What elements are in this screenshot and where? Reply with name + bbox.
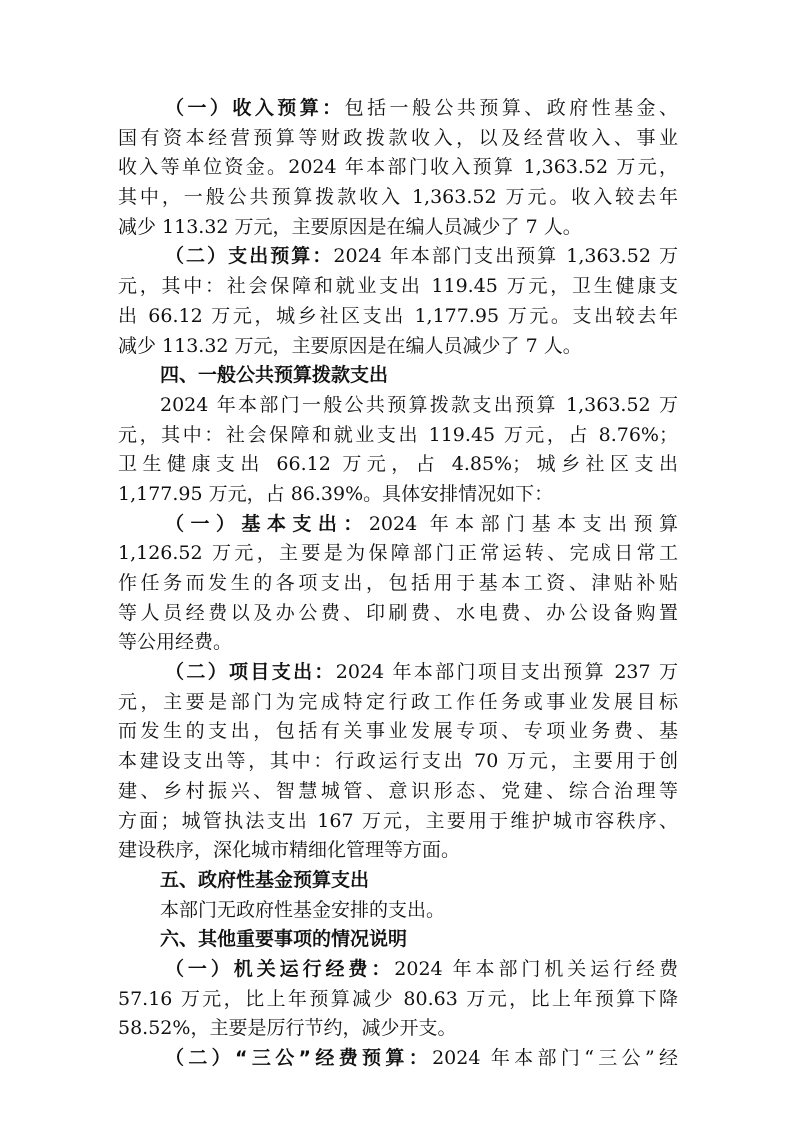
line-text: 国有资本经营预算等财政拨款收入，以及经营收入、事业 <box>118 126 678 149</box>
line-text: 本部门无政府性基金安排的支出。 <box>160 898 446 921</box>
document-page <box>118 94 678 1074</box>
paragraph-line <box>118 332 678 362</box>
paragraph-line <box>118 807 678 837</box>
paragraph-line <box>118 480 678 510</box>
section-heading: （一）收入预算： <box>165 97 345 119</box>
paragraph-line <box>118 539 678 569</box>
paragraph-line <box>118 94 678 124</box>
line-text: 减少 113.32 万元，主要原因是在编人员减少了 7 人。 <box>118 215 582 238</box>
paragraph-line <box>118 421 678 451</box>
line-text: 卫生健康支出 66.12 万元，占 4.85%；城乡社区支出 <box>118 453 678 476</box>
section-heading: （一）机关运行经费： <box>165 957 395 980</box>
paragraph-line <box>118 777 678 807</box>
paragraph-line <box>118 213 678 243</box>
paragraph-line <box>118 836 678 866</box>
line-text: 建设秩序，深化城市精细化管理等方面。 <box>118 839 461 862</box>
paragraph-line <box>118 985 678 1015</box>
section-heading: （二）支出预算： <box>165 245 334 268</box>
line-text: 元，其中：社会保障和就业支出 119.45 万元，卫生健康支 <box>118 275 678 298</box>
paragraph-line <box>118 569 678 599</box>
line-text: 2024 年本部门“三公”经 <box>432 1047 678 1069</box>
paragraph-line <box>118 1014 678 1044</box>
section-title-line <box>118 925 678 955</box>
line-text: 等公用经费。 <box>118 631 233 654</box>
line-text: 2024 年本部门项目支出预算 237 万 <box>335 661 678 684</box>
paragraph-line <box>118 510 678 540</box>
paragraph-line <box>118 124 678 154</box>
line-text: 1,177.95 万元，占 86.39%。具体安排情况如下： <box>118 482 554 505</box>
section-heading: 五、政府性基金预算支出 <box>160 868 370 891</box>
paragraph-line <box>118 272 678 302</box>
line-text: 出 66.12 万元，城乡社区支出 1,177.95 万元。支出较去年 <box>118 304 678 327</box>
line-text: 57.16 万元，比上年预算减少 80.63 万元，比上年预算下降 <box>118 987 678 1010</box>
line-text: 建、乡村振兴、智慧城管、意识形态、党建、综合治理等 <box>118 779 678 802</box>
paragraph-line <box>118 896 678 926</box>
line-text: 减少 113.32 万元，主要原因是在编人员减少了 7 人。 <box>118 334 582 357</box>
line-text: 2024 年本部门支出预算 1,363.52 万 <box>333 245 678 268</box>
line-text: 2024 年本部门一般公共预算拨款支出预算 1,363.52 万 <box>160 393 678 416</box>
paragraph-line <box>118 658 678 688</box>
paragraph-line <box>118 183 678 213</box>
line-text: 2024 年本部门机关运行经费 <box>394 957 678 980</box>
line-text: 2024 年本部门基本支出预算 <box>368 512 678 535</box>
line-text: 收入等单位资金。2024 年本部门收入预算 1,363.52 万元， <box>118 156 678 179</box>
line-text: 本建设支出等，其中：行政运行支出 70 万元，主要用于创 <box>118 750 678 773</box>
paragraph-line <box>118 242 678 272</box>
paragraph-line <box>118 153 678 183</box>
paragraph-line <box>118 955 678 985</box>
line-text: 等人员经费以及办公费、印刷费、水电费、办公设备购置 <box>118 601 678 624</box>
paragraph-line <box>118 391 678 421</box>
paragraph-line <box>118 599 678 629</box>
section-heading: （二）“三公”经费预算： <box>165 1047 433 1069</box>
line-text: 作任务而发生的各项支出，包括用于基本工资、津贴补贴 <box>118 572 678 594</box>
line-text: 1,126.52 万元，主要是为保障部门正常运转、完成日常工 <box>118 542 678 565</box>
paragraph-line <box>118 688 678 718</box>
line-text: 而发生的支出，包括有关事业发展专项、专项业务费、基 <box>118 720 678 743</box>
section-title-line <box>118 361 678 391</box>
paragraph-line <box>118 302 678 332</box>
line-text: 元，其中：社会保障和就业支出 119.45 万元，占 8.76%； <box>118 423 678 446</box>
line-text: 包括一般公共预算、政府性基金、 <box>344 97 678 119</box>
line-text: 其中，一般公共预算拨款收入 1,363.52 万元。收入较去年 <box>118 186 678 209</box>
line-text: 元，主要是部门为完成特定行政工作任务或事业发展目标 <box>118 690 678 713</box>
section-heading: （一）基本支出： <box>165 512 369 535</box>
section-title-line <box>118 866 678 896</box>
paragraph-line <box>118 1044 678 1074</box>
line-text: 方面；城管执法支出 167 万元，主要用于维护城市容秩序、 <box>118 809 678 832</box>
section-heading: 六、其他重要事项的情况说明 <box>160 928 408 951</box>
paragraph-line <box>118 747 678 777</box>
paragraph-line <box>118 717 678 747</box>
line-text: 58.52%，主要是厉行节约，减少开支。 <box>118 1017 457 1040</box>
paragraph-line <box>118 450 678 480</box>
section-heading: 四、一般公共预算拨款支出 <box>160 364 389 387</box>
paragraph-line <box>118 628 678 658</box>
section-heading: （二）项目支出： <box>165 661 336 684</box>
